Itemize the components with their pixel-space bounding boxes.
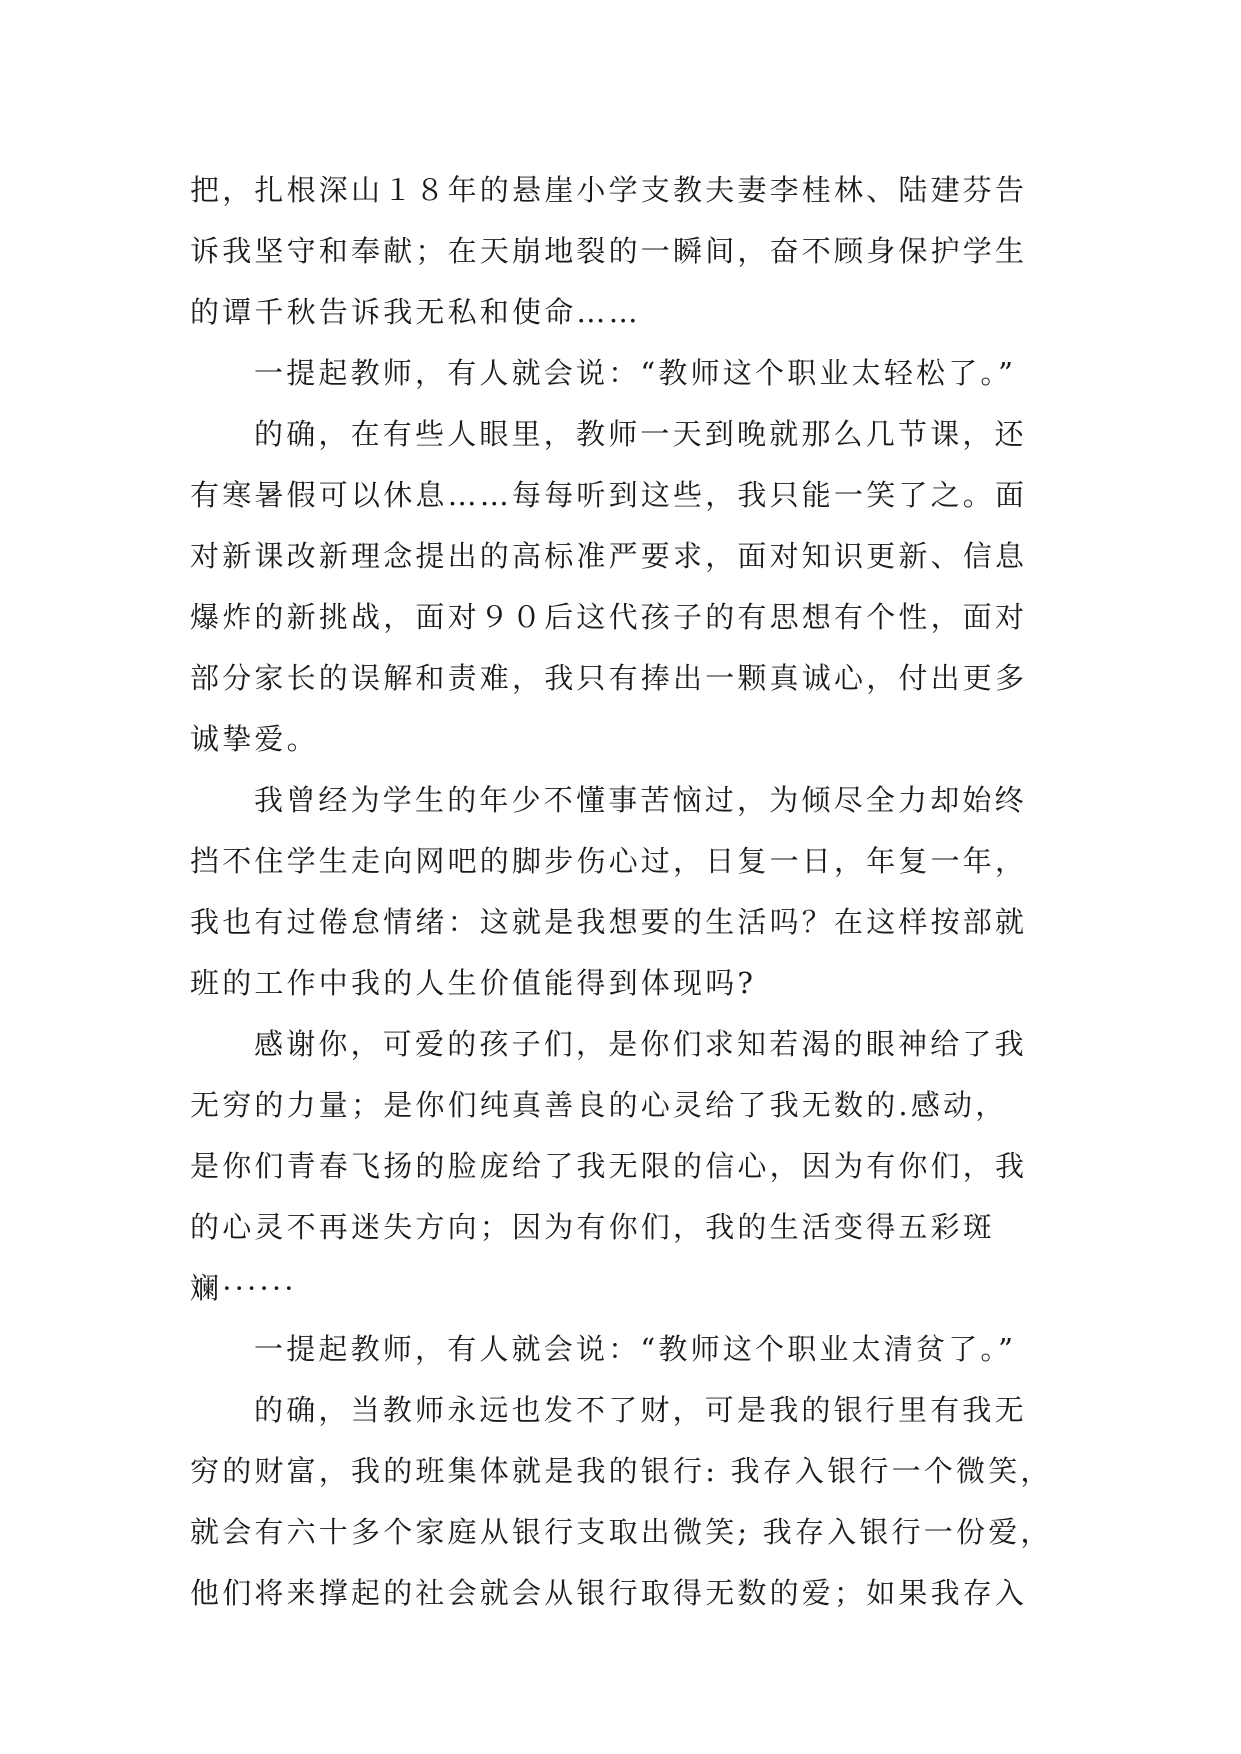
text-line: 斓······ xyxy=(190,1271,297,1305)
paragraph-first-line: 感谢你，可爱的孩子们，是你们求知若渴的眼神给了我 xyxy=(254,1027,1027,1061)
paragraph-first-line: 我曾经为学生的年少不懂事苦恼过，为倾尽全力却始终 xyxy=(254,783,1027,817)
text-line: 挡不住学生走向网吧的脚步伤心过，日复一日，年复一年， xyxy=(190,844,1028,878)
text-line: 有寒暑假可以休息……每每听到这些，我只能一笑了之。面 xyxy=(190,478,1028,512)
text-line: 就会有六十多个家庭从银行支取出微笑; 我存入银行一份爱， xyxy=(190,1515,1053,1549)
text-line: 他们将来撑起的社会就会从银行取得无数的爱；如果我存入 xyxy=(190,1576,1028,1610)
text-line: 班的工作中我的人生价值能得到体现吗? xyxy=(190,966,757,1000)
text-line: 诉我坚守和奉献；在天崩地裂的一瞬间，奋不顾身保护学生 xyxy=(190,234,1028,268)
paragraph-first-line: 的确，当教师永远也发不了财，可是我的银行里有我无 xyxy=(254,1393,1027,1427)
paragraph-first-line: 一提起教师，有人就会说：“教师这个职业太轻松了。” xyxy=(254,356,1017,390)
text-line: 穷的财富，我的班集体就是我的银行: 我存入银行一个微笑， xyxy=(190,1454,1053,1488)
text-line: 的谭千秋告诉我无私和使命…… xyxy=(190,295,641,329)
text-line: 是你们青春飞扬的脸庞给了我无限的信心，因为有你们，我 xyxy=(190,1149,1028,1183)
text-line: 我也有过倦怠情绪：这就是我想要的生活吗？在这样按部就 xyxy=(190,905,1028,939)
paragraph-first-line: 一提起教师，有人就会说：“教师这个职业太清贫了。” xyxy=(254,1332,1017,1366)
text-line: 诚挚爱。 xyxy=(190,722,319,756)
paragraph-first-line: 的确，在有些人眼里，教师一天到晚就那么几节课，还 xyxy=(254,417,1027,451)
text-line: 对新课改新理念提出的高标准严要求，面对知识更新、信息 xyxy=(190,539,1028,573)
text-line: 部分家长的误解和责难，我只有捧出一颗真诚心，付出更多 xyxy=(190,661,1028,695)
text-line: 爆炸的新挑战，面对９０后这代孩子的有思想有个性，面对 xyxy=(190,600,1028,634)
text-line: 把，扎根深山１８年的悬崖小学支教夫妻李桂林、陆建芬告 xyxy=(190,173,1028,207)
text-line: 无穷的力量；是你们纯真善良的心灵给了我无数的.感动， xyxy=(190,1088,1008,1122)
text-line: 的心灵不再迷失方向；因为有你们，我的生活变得五彩斑 xyxy=(190,1210,996,1244)
body-text xyxy=(190,160,1053,1624)
